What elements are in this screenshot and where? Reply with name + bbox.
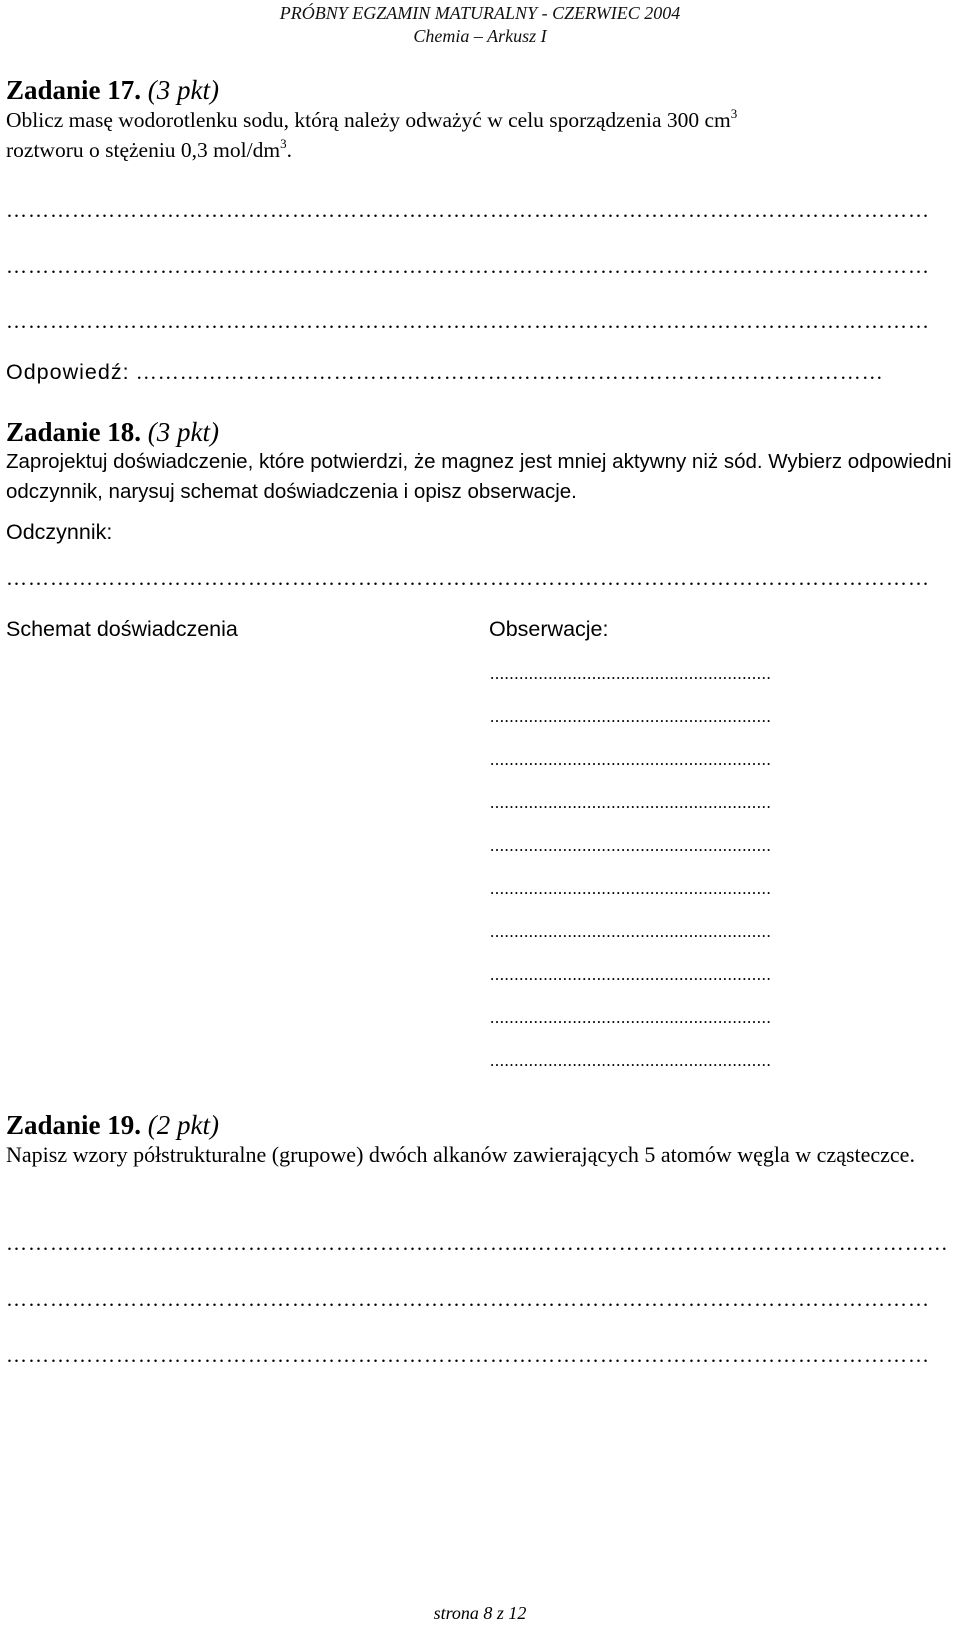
- observation-line-10[interactable]: ..........................................................: [490, 1051, 772, 1070]
- task-17-answer-label: Odpowiedź:: [6, 360, 130, 384]
- task-17-answer-line-2[interactable]: ………………………………………………………………………………………………………………: [6, 254, 930, 278]
- observation-line-1[interactable]: ..........................................................: [490, 664, 772, 683]
- observation-line-2[interactable]: ..........................................................: [490, 707, 772, 726]
- task-17-text: [6, 105, 956, 165]
- task-17-points: (3 pkt): [147, 75, 219, 105]
- exam-header-subtitle: Chemia – Arkusz I: [413, 26, 547, 46]
- task-19-answer-line-2[interactable]: ………………………………………………………………………………………………………………: [6, 1287, 930, 1311]
- observation-line-4[interactable]: ..........................................................: [490, 793, 772, 812]
- task-18-reagent-dots[interactable]: ………………………………………………………………………………………………………………: [6, 566, 930, 590]
- observation-line-9[interactable]: ..........................................................: [490, 1008, 772, 1027]
- task-19-answer-line-3[interactable]: ………………………………………………………………………………………………………………: [6, 1343, 930, 1367]
- task-18-schema-label: Schemat doświadczenia: [6, 617, 238, 641]
- task-19-answer-line-1[interactable]: ……………………………………………………………...…………………………………………………: [6, 1231, 949, 1255]
- task-17-text-part1: Oblicz masę wodorotlenku sodu, którą należy odważyć w celu sporządzenia 300 cm: [6, 108, 731, 132]
- observation-line-7[interactable]: ..........................................................: [490, 922, 772, 941]
- exam-header-title: PRÓBNY EGZAMIN MATURALNY - CZERWIEC 2004: [279, 3, 681, 23]
- task-17-number: Zadanie 17.: [6, 75, 142, 105]
- page-number: strona 8 z 12: [433, 1603, 527, 1623]
- task-17-text-end: .: [286, 138, 292, 162]
- task-17-sup1: 3: [730, 106, 738, 121]
- task-19-number: Zadanie 19.: [6, 1110, 142, 1140]
- observation-line-6[interactable]: ..........................................................: [490, 879, 772, 898]
- task-19-text: Napisz wzory półstrukturalne (grupowe) dwóch alkanów zawierających 5 atomów węgla w cząsteczce.: [6, 1142, 915, 1167]
- task-19-title: [6, 1110, 219, 1141]
- task-18-title: [6, 417, 219, 448]
- task-17-answer-row: [6, 360, 884, 385]
- task-18-reagent-label: Odczynnik:: [6, 520, 113, 544]
- task-17-sup2: 3: [280, 136, 287, 151]
- task-17-answer-dots[interactable]: …………………………………………………………………………………………: [135, 360, 884, 384]
- task-17-answer-line-1[interactable]: ………………………………………………………………………………………………………………: [6, 198, 930, 222]
- task-17-title: [6, 75, 219, 106]
- observation-line-8[interactable]: ..........................................................: [490, 965, 772, 984]
- task-18-text: Zaprojektuj doświadczenie, które potwierdzi, że magnez jest mniej aktywny niż sód. Wybierz odpowiedni odczynnik, narysuj schemat doświadczenia i opisz obserwacje.: [6, 450, 952, 503]
- task-18-points: (3 pkt): [147, 417, 219, 447]
- task-18-number: Zadanie 18.: [6, 417, 142, 447]
- task-17-answer-line-3[interactable]: ………………………………………………………………………………………………………………: [6, 309, 930, 333]
- task-18-observations-label: Obserwacje:: [489, 617, 609, 641]
- observation-line-3[interactable]: ..........................................................: [490, 750, 772, 769]
- task-17-text-part2: roztworu o stężeniu 0,3 mol/dm: [6, 138, 281, 162]
- observation-line-5[interactable]: ..........................................................: [490, 836, 772, 855]
- task-19-points: (2 pkt): [147, 1110, 219, 1140]
